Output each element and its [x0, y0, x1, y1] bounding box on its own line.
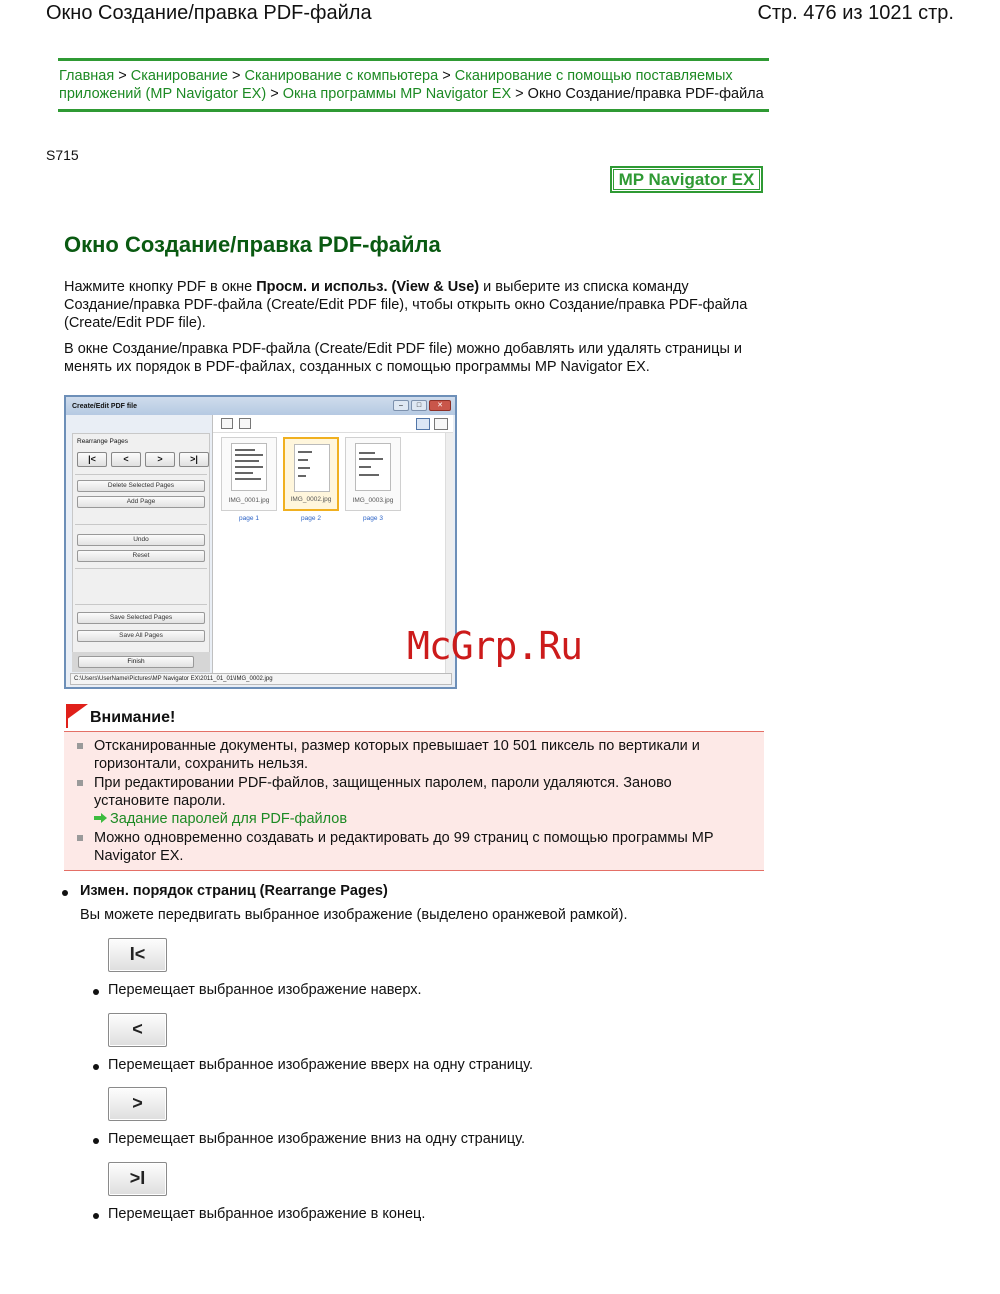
intro-text-bold: Просм. и использ. (View & Use) [256, 279, 480, 295]
divider [75, 604, 207, 605]
thumbnail-3 [345, 437, 401, 511]
rotate-left-icon [221, 418, 233, 429]
button-description: Перемещает выбранное изображение наверх. [108, 982, 422, 998]
breadcrumb-link-scan-with-apps[interactable]: Сканирование с помощью поставляемых приложений (MP Navigator EX) [59, 68, 733, 102]
rotate-right-icon [239, 418, 251, 429]
arrow-right-icon [94, 813, 108, 823]
intro-text-a: Нажмите кнопку PDF в окне [64, 279, 257, 295]
breadcrumb [58, 58, 769, 112]
thumbnail-2-selected [283, 437, 339, 511]
breadcrumb-link-scanning[interactable]: Сканирование [130, 68, 228, 84]
finish-bar [72, 652, 210, 672]
thumbnail-view-icon [416, 418, 430, 430]
intro-text-c: и выберите из списка команду Создание/правка PDF-файла (Create/Edit PDF file), чтобы открыть окно Создание/правка PDF-файла (Create/Edit PDF file). [64, 279, 748, 331]
button-description: Перемещает выбранное изображение вверх на одну страницу. [108, 1057, 534, 1073]
breadcrumb-link-mp-navigator-windows[interactable]: Окна программы MP Navigator EX [282, 86, 512, 102]
page-view-icon [434, 418, 448, 430]
window-controls [393, 400, 451, 411]
maximize-icon: □ [411, 400, 427, 411]
bullet-square-icon [77, 835, 83, 841]
warning-item-text: Отсканированные документы, размер которых превышает 10 501 пиксель по вертикали и горизонтали, сохранить нельзя. [94, 738, 700, 772]
status-path: C:\Users\UserName\Pictures\MP Navigator EX\2011_01_01\IMG_0002.jpg [70, 673, 452, 685]
move-to-top-button-icon: I< [108, 938, 167, 972]
model-code: S715 [46, 147, 79, 163]
watermark: McGrp.Ru [407, 624, 583, 668]
warning-item-text: При редактировании PDF-файлов, защищенных паролем, пароли удаляются. Заново установите пароли. [94, 775, 672, 809]
password-link-text[interactable]: Задание паролей для PDF-файлов [110, 811, 348, 827]
breadcrumb-current: Окно Создание/правка PDF-файла [527, 86, 764, 102]
divider [75, 474, 207, 475]
mp-navigator-badge [610, 166, 763, 193]
breadcrumb-separator: > [270, 86, 279, 102]
thumbnail-filename: IMG_0002.jpg [290, 496, 332, 503]
save-selected-pages-button: Save Selected Pages [77, 612, 205, 624]
move-up-button-icon: < [108, 1013, 167, 1047]
divider [75, 568, 207, 569]
minimize-icon: – [393, 400, 409, 411]
thumbnail-filename: IMG_0001.jpg [228, 497, 270, 504]
move-down-icon: > [145, 452, 175, 467]
warning-item [94, 774, 744, 810]
thumbnail-filename: IMG_0003.jpg [352, 497, 394, 504]
warning-item [94, 829, 744, 865]
thumbnail-1 [221, 437, 277, 511]
undo-button: Undo [77, 534, 205, 546]
move-down-button-icon: > [108, 1087, 167, 1121]
delete-selected-pages-button: Delete Selected Pages [77, 480, 205, 492]
button-description: Перемещает выбранное изображение в конец. [108, 1206, 426, 1222]
reset-button: Reset [77, 550, 205, 562]
button-description: Перемещает выбранное изображение вниз на одну страницу. [108, 1131, 526, 1147]
intro-paragraph-1 [64, 278, 754, 332]
rearrange-nav-buttons [77, 452, 209, 467]
move-to-end-button-icon: >I [108, 1162, 167, 1196]
page-number: Стр. 476 из 1021 стр. [757, 2, 954, 24]
breadcrumb-link-home[interactable]: Главная [59, 68, 115, 84]
password-link[interactable] [94, 810, 347, 828]
page-preview [355, 443, 391, 491]
warning-item-text: Можно одновременно создавать и редактировать до 99 страниц с помощью программы MP Navigator EX. [94, 830, 714, 864]
page-preview [294, 444, 330, 492]
document-header-title: Окно Создание/правка PDF-файла [46, 2, 372, 24]
page-label: page 1 [239, 515, 259, 522]
breadcrumb-separator: > [118, 68, 127, 84]
breadcrumb-separator: > [231, 68, 241, 84]
bullet-icon [62, 890, 68, 896]
page-label: page 3 [363, 515, 383, 522]
move-to-end-icon: >| [179, 452, 209, 467]
thumbnail-toolbar [213, 415, 453, 433]
section-description: Вы можете передвигать выбранное изображение (выделено оранжевой рамкой). [80, 907, 628, 923]
finish-button: Finish [78, 656, 194, 668]
add-page-button: Add Page [77, 496, 205, 508]
breadcrumb-separator: > [442, 68, 451, 84]
move-up-icon: < [111, 452, 141, 467]
rearrange-pages-label: Rearrange Pages [77, 438, 128, 445]
warning-flag-icon [66, 704, 88, 720]
bullet-square-icon [77, 743, 83, 749]
warning-title: Внимание! [90, 709, 176, 726]
page-preview [231, 443, 267, 491]
window-left-panel [72, 433, 210, 671]
page-label: page 2 [301, 515, 321, 522]
close-icon: ✕ [429, 400, 451, 411]
section-title: Измен. порядок страниц (Rearrange Pages) [80, 883, 388, 899]
intro-paragraph-2: В окне Создание/правка PDF-файла (Create/Edit PDF file) можно добавлять или удалять страницы и менять их порядок в PDF-файлах, созданных с помощью программы MP Navigator EX. [64, 341, 743, 375]
breadcrumb-link-scan-from-computer[interactable]: Сканирование с компьютера [244, 68, 439, 84]
warning-box [64, 704, 764, 871]
create-edit-pdf-window-screenshot [64, 395, 457, 689]
warning-body [64, 731, 764, 871]
window-title: Create/Edit PDF file [72, 402, 137, 410]
breadcrumb-separator: > [515, 86, 524, 102]
page-title: Окно Создание/правка PDF-файла [64, 232, 441, 257]
warning-item [94, 737, 744, 773]
divider [75, 524, 207, 525]
mp-navigator-badge-label: MP Navigator EX [613, 169, 760, 190]
save-all-pages-button: Save All Pages [77, 630, 205, 642]
bullet-square-icon [77, 780, 83, 786]
move-to-top-icon: |< [77, 452, 107, 467]
